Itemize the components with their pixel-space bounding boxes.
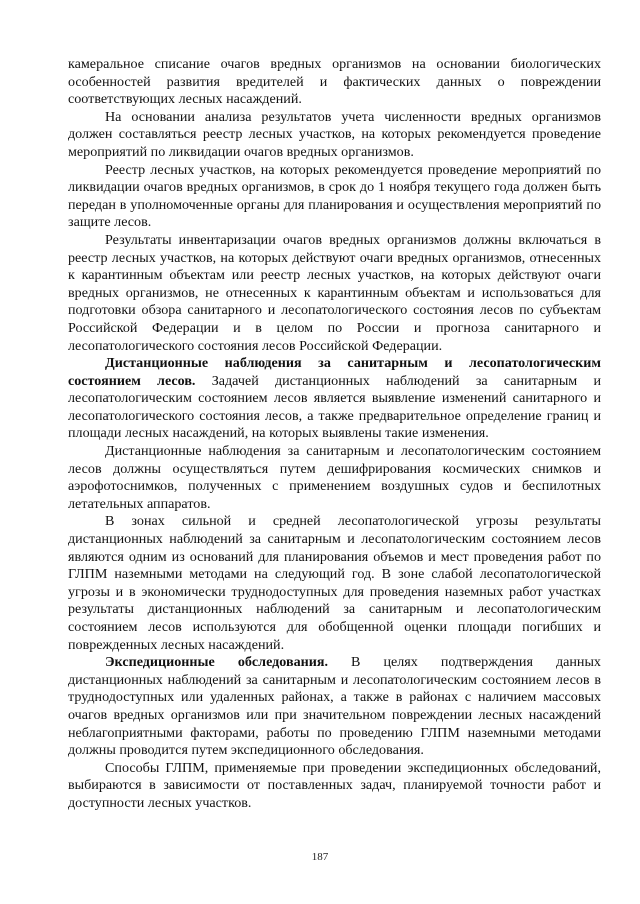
- paragraph-5: [68, 355, 601, 443]
- paragraph-3: Реестр лесных участков, на которых рекомендуется проведение мероприятий по ликвидации очагов вредных организмов, в срок до 1 ноября текущего года должен быть передан в уполномоченные органы для планирования и осуществления мероприятий по защите лесов.: [68, 161, 601, 231]
- paragraph-4: Результаты инвентаризации очагов вредных организмов должны включаться в реестр лесных участков, на которых действуют очаги вредных организмов, отнесенных к карантинным объектам или реестр лесных участков, на которых действуют очаги вредных организмов, не отнесенных к карантинным объектам и использоваться для подготовки обзора санитарного и лесопатологического состояния лесов по субъектам Российской Федерации и в целом по России и прогноза санитарного и лесопатологического состояния лесов Российской Федерации.: [68, 231, 601, 354]
- paragraph-7: В зонах сильной и средней лесопатологической угрозы результаты дистанционных наблюдений за санитарным и лесопатологическим состоянием лесов являются одним из оснований для планирования объемов и мест проведения работ по ГЛПМ наземными методами на следующий год. В зоне слабой лесопатологической угрозы и в экономически труднодоступных для проведения наземных работ участках результаты дистанционных наблюдений за санитарным и лесопатологическим состоянием лесов используются для обобщенной оценки площади погибших и поврежденных лесных насаждений.: [68, 513, 601, 653]
- paragraph-8-body: В целях подтверждения данных дистанционных наблюдений за санитарным и лесопатологическим состоянием лесов в труднодоступных или удаленных районах, а также в районах с наличием массовых очагов вредных организмов или при значительном повреждении лесных насаждений неблагоприятными факторами, работы по проведению ГЛПМ наземными методами должны проводится путем экспедиционного обследования.: [68, 654, 601, 759]
- section-heading-remote-observations: Дистанционные наблюдения за санитарным и лесопатологическим состоянием лесов.: [68, 355, 601, 389]
- document-page: [68, 56, 601, 813]
- paragraph-1: камеральное списание очагов вредных организмов на основании биологических особенностей развития вредителей и фактических данных о повреждении соответствующих лесных насаждений.: [68, 56, 601, 108]
- paragraph-8: [68, 654, 601, 760]
- page-number: 187: [311, 851, 329, 863]
- paragraph-2: На основании анализа результатов учета численности вредных организмов должен составляться реестр лесных участков, на которых рекомендуется проведение мероприятий по ликвидации очагов вредных организмов.: [68, 108, 601, 160]
- paragraph-5-body: Задачей дистанционных наблюдений за санитарным и лесопатологическим состоянием лесов является выявление изменений санитарного и лесопатологического состояния лесов, а также предварительное определение границ и площади лесных насаждений, на которых выявлены такие изменения.: [68, 372, 601, 442]
- paragraph-9: Способы ГЛПМ, применяемые при проведении экспедиционных обследований, выбираются в зависимости от поставленных задач, планируемой точности работ и доступности лесных участков.: [68, 759, 601, 811]
- section-heading-expeditions: Экспедиционные обследования.: [105, 654, 329, 671]
- paragraph-6: Дистанционные наблюдения за санитарным и лесопатологическим состоянием лесов должны осуществляться путем дешифрирования космических снимков и аэрофотоснимков, полученных с применением воздушных судов и беспилотных летательных аппаратов.: [68, 443, 601, 512]
